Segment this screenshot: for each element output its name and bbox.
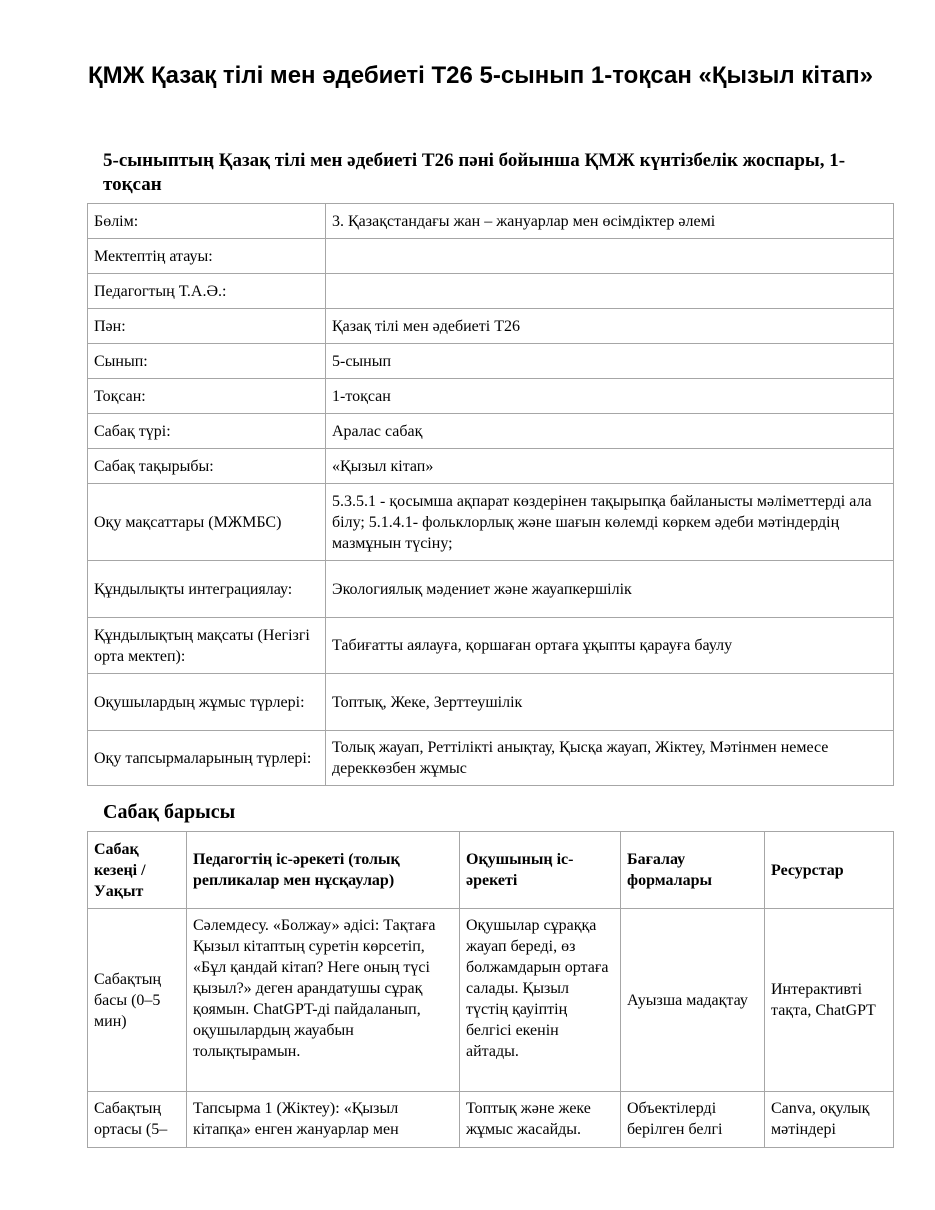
info-value: «Қызыл кітап» bbox=[326, 449, 894, 484]
info-value: 3. Қазақстандағы жан – жануарлар мен өсімдіктер әлемі bbox=[326, 204, 894, 239]
info-value bbox=[326, 274, 894, 309]
header-assessment: Бағалау формалары bbox=[621, 832, 765, 909]
info-label: Тоқсан: bbox=[88, 379, 326, 414]
resources-cell: Canva, оқулық мәтіндері bbox=[765, 1092, 894, 1148]
info-row-value-goal bbox=[88, 618, 894, 674]
info-label: Мектептің атауы: bbox=[88, 239, 326, 274]
info-label: Оқу мақсаттары (МЖМБС) bbox=[88, 484, 326, 561]
header-teacher-activity: Педагогтің іс-әрекеті (толық репликалар мен нұсқаулар) bbox=[187, 832, 460, 909]
student-activity-cell: Оқушылар сұраққа жауап береді, өз болжамдарын ортаға салады. Қызыл түстің қауіптің белгісі екенін айтады. bbox=[460, 909, 621, 1092]
assessment-cell: Объектілерді берілген белгі bbox=[621, 1092, 765, 1148]
teacher-activity-cell: Сәлемдесу. «Болжау» әдісі: Тақтаға Қызыл кітаптың суретін көрсетіп, «Бұл қандай кітап? Неге оның түсі қызыл?» деген арандатушы сұрақ қоямын. ChatGPT-ді пайдаланып, оқушылардың жауабын толықтырамын. bbox=[187, 909, 460, 1092]
stage-cell: Сабақтың басы (0–5 мин) bbox=[88, 909, 187, 1092]
info-value: Аралас сабақ bbox=[326, 414, 894, 449]
info-value: 5-сынып bbox=[326, 344, 894, 379]
teacher-activity-cell: Тапсырма 1 (Жіктеу): «Қызыл кітапқа» енген жануарлар мен bbox=[187, 1092, 460, 1148]
header-student-activity: Оқушының іс-әрекеті bbox=[460, 832, 621, 909]
info-row-grade bbox=[88, 344, 894, 379]
info-label: Құндылықтың мақсаты (Негізгі орта мектеп): bbox=[88, 618, 326, 674]
lesson-info-table bbox=[87, 203, 894, 786]
header-stage-time: Сабақ кезеңі / Уақыт bbox=[88, 832, 187, 909]
info-label: Сынып: bbox=[88, 344, 326, 379]
info-label: Сабақ тақырыбы: bbox=[88, 449, 326, 484]
document-title: ҚМЖ Қазақ тілі мен әдебиеті Т26 5-сынып 1-тоқсан «Қызыл кітап» bbox=[88, 62, 873, 89]
info-row-lesson-topic bbox=[88, 449, 894, 484]
info-row-section bbox=[88, 204, 894, 239]
info-value: Толық жауап, Реттілікті анықтау, Қысқа жауап, Жіктеу, Мәтінмен немесе дереккөзбен жұмыс bbox=[326, 731, 894, 786]
info-value: Табиғатты аялауға, қоршаған ортаға ұқыпты қарауға баулу bbox=[326, 618, 894, 674]
info-value: 1-тоқсан bbox=[326, 379, 894, 414]
lesson-progress-table bbox=[87, 831, 894, 1148]
info-row-value-integration bbox=[88, 561, 894, 618]
info-label: Сабақ түрі: bbox=[88, 414, 326, 449]
info-value: Экологиялық мәдениет және жауапкершілік bbox=[326, 561, 894, 618]
lesson-row-middle bbox=[88, 1092, 894, 1148]
info-row-learning-objectives bbox=[88, 484, 894, 561]
info-label: Құндылықты интеграциялау: bbox=[88, 561, 326, 618]
lesson-header-row bbox=[88, 832, 894, 909]
lesson-progress-heading: Сабақ барысы bbox=[103, 801, 236, 823]
info-label: Пән: bbox=[88, 309, 326, 344]
assessment-cell: Ауызша мадақтау bbox=[621, 909, 765, 1092]
info-label: Бөлім: bbox=[88, 204, 326, 239]
lesson-row-beginning bbox=[88, 909, 894, 1092]
header-resources: Ресурстар bbox=[765, 832, 894, 909]
info-row-teacher bbox=[88, 274, 894, 309]
info-row-school bbox=[88, 239, 894, 274]
resources-cell: Интерактивті тақта, ChatGPT bbox=[765, 909, 894, 1092]
info-row-subject bbox=[88, 309, 894, 344]
info-value: 5.3.5.1 - қосымша ақпарат көздерінен тақырыпқа байланысты мәліметтерді ала білу; 5.1.4.1- фольклорлық және шағын көлемді көркем әдеби мәтіндердің мазмұнын түсіну; bbox=[326, 484, 894, 561]
info-value: Қазақ тілі мен әдебиеті Т26 bbox=[326, 309, 894, 344]
info-value: Топтық, Жеке, Зерттеушілік bbox=[326, 674, 894, 731]
info-label: Педагогтың Т.А.Ә.: bbox=[88, 274, 326, 309]
info-row-quarter bbox=[88, 379, 894, 414]
plan-subtitle: 5-сыныптың Қазақ тілі мен әдебиеті Т26 пәні бойынша ҚМЖ күнтізбелік жоспары, 1-тоқсан bbox=[103, 150, 846, 195]
info-row-lesson-type bbox=[88, 414, 894, 449]
info-row-work-forms bbox=[88, 674, 894, 731]
info-label: Оқу тапсырмаларының түрлері: bbox=[88, 731, 326, 786]
student-activity-cell: Топтық және жеке жұмыс жасайды. bbox=[460, 1092, 621, 1148]
info-label: Оқушылардың жұмыс түрлері: bbox=[88, 674, 326, 731]
info-value bbox=[326, 239, 894, 274]
info-row-task-types bbox=[88, 731, 894, 786]
stage-cell: Сабақтың ортасы (5– bbox=[88, 1092, 187, 1148]
